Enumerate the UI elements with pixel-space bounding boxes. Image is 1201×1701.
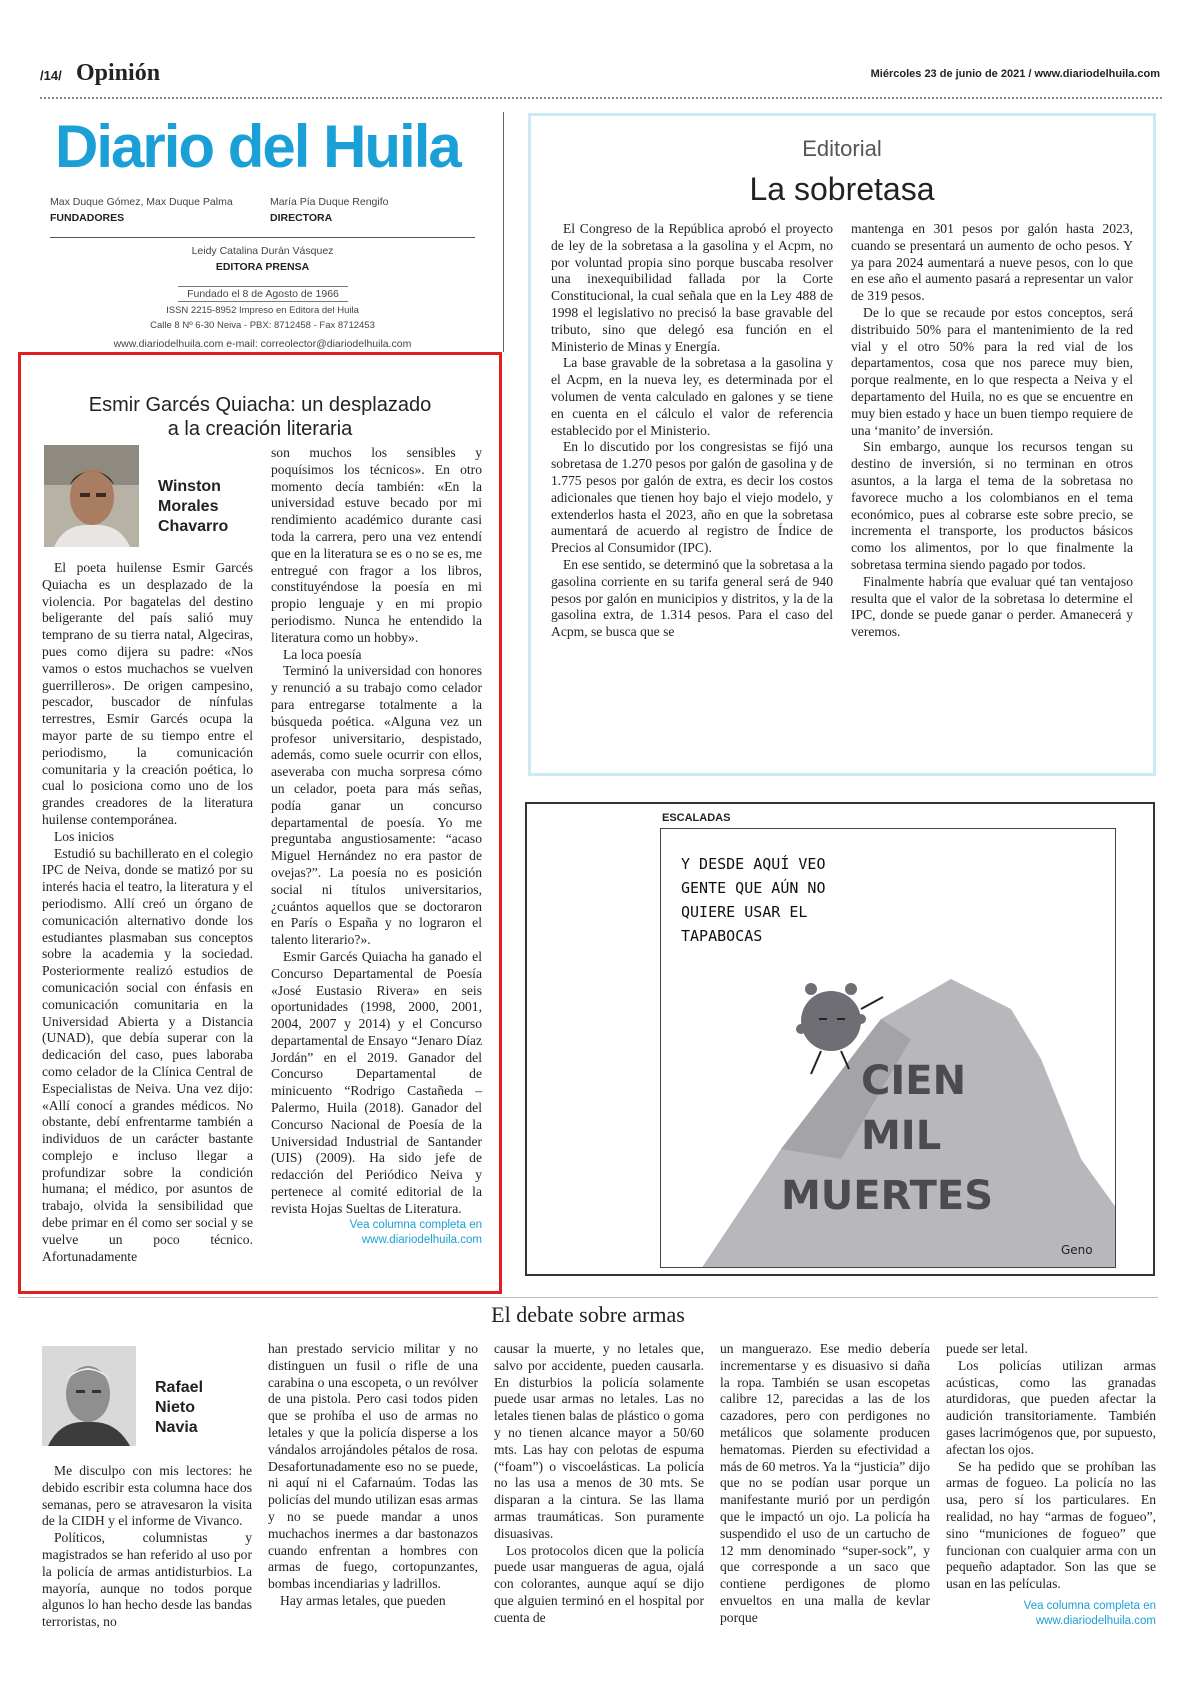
editor-name: Leidy Catalina Durán Vásquez — [191, 245, 334, 257]
paragraph: La base gravable de la sobretasa a la gasolina y el Acpm, en la nueva ley, es determinada por el volumen de venta calculado en galones y se tiene en cuenta en el cálculo el valor de referencia establecido por el Ministerio. — [551, 355, 833, 438]
editorial-title: La sobretasa — [749, 171, 935, 207]
newspaper-logo: Diario del Huila — [55, 113, 460, 180]
cartoonist-signature: Geno — [1061, 1243, 1093, 1257]
cartoon-panel — [660, 828, 1116, 1268]
rock-word: MUERTES — [781, 1173, 994, 1219]
paragraph: El Congreso de la República aprobó el proyecto de ley de la sobretasa a la gasolina y el Acpm, no por voluntad propia sino porque buscaba resolver una inexequibilidad fallada por la Corte Constitucional, la cual señala que en la Ley 488 de 1998 el legislativo no precisó la base gravable del tributo, sino que delegó esa función en el Ministerio de Minas y Energía. — [551, 221, 833, 354]
paragraph: puede ser letal. — [946, 1341, 1028, 1356]
highlighted-column-box[interactable] — [18, 352, 502, 1294]
page-header — [40, 60, 1160, 90]
paragraph: Se ha pedido que se prohíban las armas de fogueo. La policía no las usa, pero sí los particulares. En realidad, no hay “armas de fogueo”, sino “municiones de fogueo” que funcionan con cualquier arma con un pequeño adaptador. Son las que se usan en las películas. — [946, 1458, 1156, 1592]
read-more-label: Vea columna completa en — [349, 1218, 482, 1231]
speech-line: GENTE QUE AÚN NO — [681, 879, 826, 897]
address-line: Calle 8 Nº 6-30 Neiva - PBX: 8712458 - Fax 8712453 — [150, 320, 375, 331]
author-name — [158, 477, 248, 537]
director-role: DIRECTORA — [270, 212, 333, 224]
column-body-1 — [42, 1463, 252, 1631]
author-name — [155, 1378, 235, 1438]
editorial-column-2 — [851, 221, 1133, 641]
column-body-3 — [494, 1341, 704, 1627]
paragraph: mantenga en 301 pesos por galón hasta 2023, cuando se presentará un aumento de ocho pesos. Y ya para 2024 aumentará a nueve pesos, con lo que en ese año el aumento pasará a representar un valor de 319 pesos. — [851, 221, 1133, 304]
editorial-kicker: Editorial — [802, 136, 882, 161]
paragraph: El poeta huilense Esmir Garcés Quiacha es un desplazado de la violencia. Por bagatelas del destino beligerante del país salió muy temprano de su tierra natal, Algeciras, pues como dijera su padre: «Nos vamos o estos muchachos se vuelven guerrilleros». De origen campesino, pescador, buscador de nínfulas terrestres, Esmir Garcés ocupa la mayor parte de su tiempo entre el periodismo, la comunicación comunitaria y la creación poética, lo cual lo posiciona como uno de los grandes creadores de la literatura huilense contemporánea. — [42, 560, 253, 827]
paragraph: han prestado servicio militar y no distinguen un fusil o rifle de una carabina o una escopeta, o un revólver de una pistola. Pero casi todos piden que se prohíba el uso de armas no letales y que la policía disperse a los vándalos arrojándoles pétalos de rosa. Desafortunadamente eso no se puede, ni aquí ni el Cafarnaúm. Todas las policías del mundo utilizan esas armas y no se puede mandar a unos muchachos inermes a dar bastonazos cuando enfrentan a hombres con armas de fuego, cortopunzantes, bombas incendiarias y ladrillos. — [268, 1341, 478, 1592]
paragraph: Sin embargo, aunque los recursos tengan su destino de inversión, si no terminan en otros asuntos, a la larga el tema de la sobretasa no favorece mucho a los colombianos en el tema económico, pues al cobrarse este sobre precio, se incrementa el transporte, los productos básicos como los alimentos, por lo que finalmente la sobretasa termina siendo pagado por todos. — [851, 439, 1133, 572]
read-more-label: Vea columna completa en — [1023, 1599, 1156, 1612]
director-name: María Pía Duque Rengifo — [270, 196, 389, 208]
paragraph: Terminó la universidad con honores y renunció a su trabajo como celador para entregarse totalmente a la búsqueda poética. «Alguna vez un profesor universitario, despistado, además, como suele ocurrir con ellos, aseveraba con mucha sorpresa cómo un celador, poeta para más señas, podía ganar un concurso departamental de poesía. Yo me preguntaba angustiosamente: “acaso Miguel Hernández no era pastor de ovejas?”. La poesía no es posición social ni títulos universitarios, ¿cuántos aquellos que se doctoraron en París o España y no lograron el talento literario?». — [271, 663, 482, 948]
author-name-text: Winston Morales Chavarro — [158, 478, 229, 535]
subheading: La loca poesía — [283, 646, 362, 662]
masthead-divider — [50, 237, 475, 238]
speech-line: Y DESDE AQUÍ VEO — [681, 855, 826, 873]
column-body-2 — [268, 1341, 478, 1610]
speech-line: TAPABOCAS — [681, 927, 763, 945]
column-body-1 — [42, 560, 253, 1265]
paragraph: Finalmente habría que evaluar qué tan ventajoso resulta que el valor de la sobretasa lo determine el IPC, donde se puede ganar o perder. Amanecerá y veremos. — [851, 573, 1133, 640]
editorial-column-1 — [551, 221, 833, 641]
contact-line[interactable]: www.diariodelhuila.com e-mail: correolector@diariodelhuila.com — [113, 338, 412, 350]
paragraph: Me disculpo con mis lectores: he debido escribir esta columna hace dos semanas, pero se atravesaron la visita de la CIDH y el informe de Vivanco. — [42, 1463, 252, 1529]
paragraph: En ese sentido, se determinó que la sobretasa a la gasolina corriente en su tarifa general será de 940 pesos por galón en municipios y distritos, y la de la gasolina extra, de 1.314 pesos. Para el caso del Acpm, se busca que se — [551, 556, 833, 640]
author-photo — [44, 445, 139, 547]
dateline: Miércoles 23 de junio de 2021 / www.diariodelhuila.com — [870, 68, 1160, 80]
rock-word: CIEN — [861, 1058, 967, 1104]
section-divider — [18, 1297, 1158, 1298]
paragraph: Estudió su bachillerato en el colegio IPC de Neiva, donde se matizó por su interés hacia el teatro, la literatura y el periodismo. Allí creó un órgano de comunicación alternativo donde los estudiantes plasmaban sus conceptos sobre la academia y la sociedad. Posteriormente realizó estudios de comunicación social con énfasis en comunicación comunitaria en la Universidad Abierta y a Distancia (UNAD), que debía superar con la dedicación del caso, pues laboraba como celador de la Clínica Central de Especialistas de Neiva. Una vez dijo: «Allí conocí a grandes médicos. No obstante, debí enfrentarme también a individuos de un carácter bastante complejo e incluso llegar a profundizar sobre la condición humana; el médico, por asuntos de trabajo, olvida la sensibilidad que debe primar en él como ser social y se vuelve un poco técnico. Afortunadamente — [42, 845, 253, 1264]
editorial-box — [528, 113, 1156, 776]
column-body-5 — [946, 1341, 1156, 1629]
founded-date: Fundado el 8 de Agosto de 1966 — [178, 286, 348, 302]
read-more-link[interactable]: www.diariodelhuila.com — [1035, 1614, 1156, 1627]
speech-line: QUIERE USAR EL — [681, 903, 808, 921]
rock-word: MIL — [861, 1113, 942, 1159]
founders-role: FUNDADORES — [50, 212, 125, 224]
top-divider — [40, 97, 1162, 99]
paragraph: Esmir Garcés Quiacha ha ganado el Concurso Departamental de Poesía «José Eustasio Rivera» en seis oportunidades (1998, 2000, 2001, 2004, 2007 y 2014) y el Concurso departamental de Ensayo “Jenaro Díaz Jordán” en el 2019. Ganador del Concurso Departamental de minicuento “Rodrigo Castañeda – Palermo, Huila (2018). Ganador del Concurso Nacional de Poesía de la Universidad Industrial de Santander (UIS) (2009). Ha sido jefe de redacción del Periódico Neiva y pertenece al comité editorial de la revista Hojas Sueltas de Literatura. — [271, 948, 482, 1216]
paragraph: Hay armas letales, que pueden — [280, 1592, 446, 1608]
issn-line: ISSN 2215-8952 Impreso en Editora del Huila — [166, 305, 359, 316]
paragraph: causar la muerte, y no letales que, salvo por accidente, pueden causarla. En disturbios la policía solamente puede usar armas no letales. Las no letales tienen balas de plástico o goma y no tienen alcance mayor a 50/60 mts. Las hay con pelotas de espuma (“foam”) o viscoelásticas. La policía no las usa a menos de 30 mts. Se disparan a la cintura. Se las llama armas traumáticas. Son puramente disuasivas. — [494, 1341, 704, 1541]
paragraph: un manguerazo. Ese medio debería incrementarse y es disuasivo si daña la ropa. También se usan escopetas calibre 12, parecidas a las de los cazadores, pero con perdigones no metálicos que solamente producen hematomas. Pierden su efectividad a más de 60 metros. Ya la “justicia” dijo que no se podían usar porque un manifestante murió por un perdigón que le impactó un ojo. La policía ha suspendido el uso de un cartucho de 12 mm denominado “super-sock”, y que corresponde a un saco que contiene perdigones de plomo envueltos en una malla de kevlar porque — [720, 1341, 930, 1625]
paragraph: Políticos, columnistas y magistrados se han referido al uso por la policía de armas antidisturbios. La mayoría, aunque no todos porque algunos lo han hecho desde las bandas terroristas, no — [42, 1530, 252, 1630]
founders-names: Max Duque Gómez, Max Duque Palma — [50, 196, 233, 208]
column-divider — [503, 112, 504, 352]
subheading: Los inicios — [54, 828, 115, 844]
editor-role: EDITORA PRENSA — [215, 261, 310, 273]
page-number: /14/ — [40, 68, 62, 83]
paragraph: son muchos los sensibles y poquísimos los técnicos». En otro momento decía también: «En la universidad estuve becado por mi rendimiento académico durante casi toda la carrera, pero una vez entendí que en la literatura se es o no se es, me entregué con fragor a los libros, constituyéndose la poesía en mi propio lenguaje y en mi propio periodismo. Nunca he entendido la literatura como un hobby». — [271, 445, 483, 645]
paragraph: En lo discutido por los congresistas se fijó una sobretasa de 1.270 pesos por galón de gasolina y de 1.775 pesos por galón de extra, es decir los costos adicionales que tienen hoy bajo el viejo modelo, y extenderlos hasta el 2023, año en que la sobretasa aumentará de acuerdo al registro de Índice de Precios al Consumidor (IPC). — [551, 439, 833, 556]
cartoon-label: ESCALADAS — [662, 812, 731, 824]
read-more-link[interactable]: www.diariodelhuila.com — [361, 1233, 482, 1246]
section-title: Opinión — [76, 60, 161, 86]
author-photo — [42, 1346, 136, 1446]
column-title: Esmir Garcés Quiacha: un desplazado a la creación literaria — [88, 394, 432, 440]
column-body-4 — [720, 1341, 930, 1627]
paragraph: De lo que se recaude por estos conceptos, será distribuido 50% para el mantenimiento de la red vial y el otro 50% para la red vial de los departamentos, cosa que nos parece muy bien, porque realmente, en lo que respecta a Neiva y el departamento del Huila, no es que se encuentre en muy bien estado y hace un buen tiempo requiere de una ‘manito’ de inversión. — [851, 304, 1133, 438]
column-body-2 — [271, 445, 482, 1248]
column-title: El debate sobre armas — [491, 1302, 685, 1327]
paragraph: Los protocolos dicen que la policía puede usar mangueras de agua, ojalá con colorantes, aunque aquí se dijo que alguien terminó en el hospital por cuenta de — [494, 1542, 704, 1625]
author-name-text: Rafael Nieto Navia — [155, 1379, 204, 1436]
cartoon-box — [525, 802, 1155, 1276]
cartoon-illustration — [661, 829, 1116, 1268]
paragraph: Los policías utilizan armas acústicas, como las granadas aturdidoras, que pueden afectar la audición transitoriamente. También gases lacrimógenos que, por supuesto, afectan los ojos. — [946, 1357, 1156, 1457]
